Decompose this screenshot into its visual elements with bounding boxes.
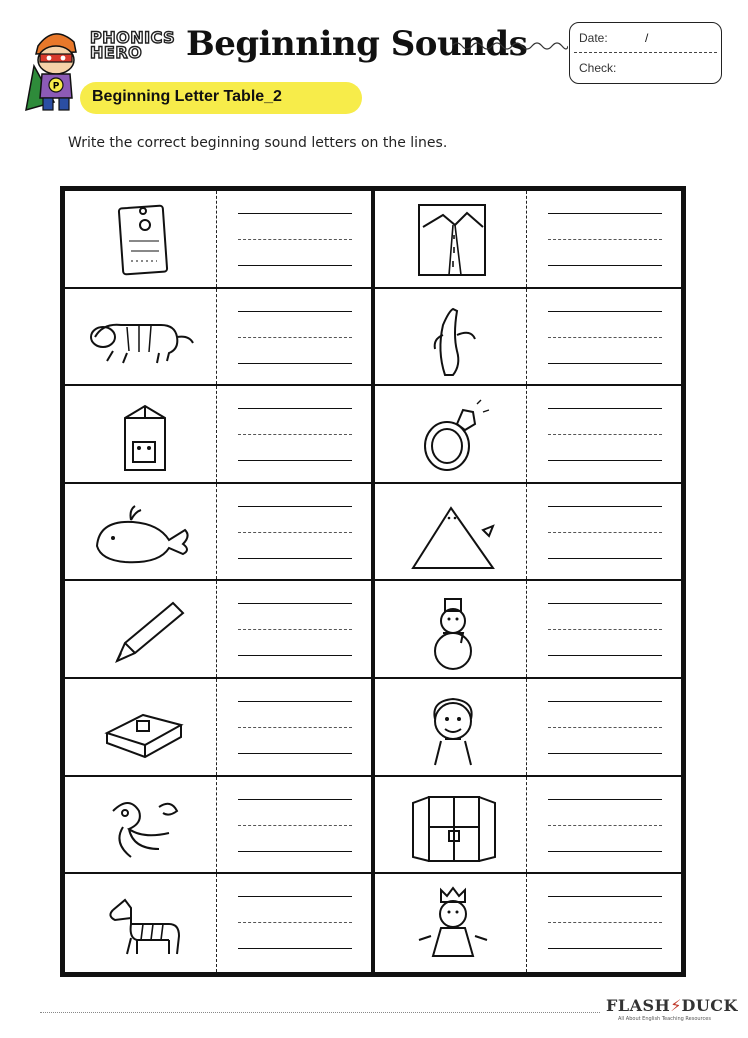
left-row bbox=[65, 386, 373, 484]
logo-word-left: FLASH bbox=[606, 996, 671, 1015]
cell-dashed-divider bbox=[216, 679, 217, 775]
solid-writing-line bbox=[548, 460, 662, 461]
cell-dashed-divider bbox=[216, 484, 217, 580]
dashed-guide-line bbox=[238, 239, 352, 240]
solid-writing-line bbox=[238, 603, 352, 604]
right-row bbox=[375, 581, 683, 679]
right-row bbox=[375, 289, 683, 387]
solid-writing-line bbox=[548, 753, 662, 754]
solid-writing-line bbox=[238, 408, 352, 409]
writing-lines[interactable] bbox=[548, 311, 662, 367]
writing-lines[interactable] bbox=[238, 701, 352, 757]
solid-writing-line bbox=[548, 408, 662, 409]
left-row bbox=[65, 679, 373, 777]
snowman-icon bbox=[383, 587, 523, 671]
hero-badge-letter: P bbox=[52, 81, 60, 92]
banana-icon bbox=[383, 295, 523, 379]
logo-tagline bbox=[618, 1016, 711, 1022]
cell-dashed-divider bbox=[216, 874, 217, 972]
window-icon bbox=[383, 783, 523, 867]
solid-writing-line bbox=[238, 265, 352, 266]
writing-lines[interactable] bbox=[238, 603, 352, 659]
left-column bbox=[65, 191, 373, 972]
solid-writing-line bbox=[548, 948, 662, 949]
right-row bbox=[375, 484, 683, 582]
writing-lines[interactable] bbox=[548, 213, 662, 269]
cell-dashed-divider bbox=[526, 386, 527, 482]
solid-writing-line bbox=[238, 948, 352, 949]
left-row bbox=[65, 874, 373, 972]
dashed-guide-line bbox=[238, 922, 352, 923]
phonics-hero-mascot-icon bbox=[24, 22, 86, 114]
cell-dashed-divider bbox=[216, 191, 217, 287]
logo-tagline-left: All About English bbox=[618, 1016, 661, 1022]
right-row bbox=[375, 679, 683, 777]
solid-writing-line bbox=[548, 603, 662, 604]
cell-dashed-divider bbox=[216, 581, 217, 677]
cell-dashed-divider bbox=[526, 777, 527, 873]
solid-writing-line bbox=[548, 558, 662, 559]
solid-writing-line bbox=[238, 753, 352, 754]
solid-writing-line bbox=[548, 799, 662, 800]
logo-word-right: DUCK bbox=[681, 996, 738, 1015]
right-column bbox=[375, 191, 683, 972]
solid-writing-line bbox=[548, 363, 662, 364]
writing-lines[interactable] bbox=[548, 506, 662, 562]
left-row bbox=[65, 484, 373, 582]
solid-writing-line bbox=[238, 460, 352, 461]
dashed-guide-line bbox=[238, 727, 352, 728]
solid-writing-line bbox=[548, 506, 662, 507]
zebra-icon bbox=[73, 880, 213, 964]
writing-lines[interactable] bbox=[238, 311, 352, 367]
ring-icon bbox=[383, 392, 523, 476]
writing-lines[interactable] bbox=[548, 408, 662, 464]
solid-writing-line bbox=[238, 363, 352, 364]
worksheet-subtitle: Beginning Letter Table_2 bbox=[92, 88, 282, 105]
writing-lines[interactable] bbox=[238, 896, 352, 952]
money-box-icon bbox=[73, 685, 213, 769]
solid-writing-line bbox=[548, 311, 662, 312]
beginning-letter-table bbox=[60, 186, 686, 977]
worksheet-title: Beginning Sounds bbox=[186, 24, 528, 64]
dashed-guide-line bbox=[548, 825, 662, 826]
solid-writing-line bbox=[548, 896, 662, 897]
king-icon bbox=[383, 880, 523, 964]
calendar-icon bbox=[73, 197, 213, 281]
solid-writing-line bbox=[238, 851, 352, 852]
cell-dashed-divider bbox=[526, 581, 527, 677]
solid-writing-line bbox=[548, 701, 662, 702]
solid-writing-line bbox=[548, 213, 662, 214]
dashed-guide-line bbox=[548, 337, 662, 338]
dashed-guide-line bbox=[548, 629, 662, 630]
mountain-icon bbox=[383, 490, 523, 574]
road-icon bbox=[383, 197, 523, 281]
right-row bbox=[375, 874, 683, 972]
brand-line-1: PHONICS bbox=[90, 28, 176, 47]
date-separator bbox=[574, 52, 717, 53]
solid-writing-line bbox=[238, 799, 352, 800]
check-label: Check: bbox=[579, 61, 617, 75]
solid-writing-line bbox=[548, 851, 662, 852]
logo-tagline-right: Teaching Resources bbox=[661, 1016, 711, 1022]
right-row bbox=[375, 777, 683, 875]
date-slash: / bbox=[645, 31, 649, 45]
left-row bbox=[65, 777, 373, 875]
dashed-guide-line bbox=[548, 727, 662, 728]
whale-icon bbox=[73, 490, 213, 574]
brand-logo-text bbox=[90, 30, 182, 60]
dashed-guide-line bbox=[548, 434, 662, 435]
dashed-guide-line bbox=[238, 825, 352, 826]
cell-dashed-divider bbox=[216, 386, 217, 482]
right-row bbox=[375, 386, 683, 484]
dashed-guide-line bbox=[238, 337, 352, 338]
solid-writing-line bbox=[238, 311, 352, 312]
date-label: Date: bbox=[579, 31, 608, 45]
solid-writing-line bbox=[238, 655, 352, 656]
left-row bbox=[65, 289, 373, 387]
writing-lines[interactable] bbox=[238, 213, 352, 269]
footer-dotted-line bbox=[40, 1012, 600, 1013]
flashduck-logo bbox=[606, 996, 738, 1024]
dashed-guide-line bbox=[238, 434, 352, 435]
girl-icon bbox=[383, 685, 523, 769]
writing-lines[interactable] bbox=[548, 896, 662, 952]
left-row bbox=[65, 581, 373, 679]
dashed-guide-line bbox=[238, 532, 352, 533]
solid-writing-line bbox=[548, 265, 662, 266]
writing-lines[interactable] bbox=[548, 701, 662, 757]
squid-icon bbox=[73, 783, 213, 867]
writing-lines[interactable] bbox=[548, 799, 662, 855]
writing-lines[interactable] bbox=[238, 408, 352, 464]
dashed-guide-line bbox=[238, 629, 352, 630]
right-row bbox=[375, 191, 683, 289]
dashed-guide-line bbox=[548, 922, 662, 923]
cell-dashed-divider bbox=[216, 777, 217, 873]
writing-lines[interactable] bbox=[238, 506, 352, 562]
lightning-bolt-icon: ⚡ bbox=[670, 996, 682, 1015]
cell-dashed-divider bbox=[526, 679, 527, 775]
cell-dashed-divider bbox=[216, 289, 217, 385]
dashed-guide-line bbox=[548, 239, 662, 240]
pencil-icon bbox=[73, 587, 213, 671]
tiger-icon bbox=[73, 295, 213, 379]
solid-writing-line bbox=[238, 701, 352, 702]
solid-writing-line bbox=[238, 213, 352, 214]
cell-dashed-divider bbox=[526, 484, 527, 580]
solid-writing-line bbox=[548, 655, 662, 656]
dashed-guide-line bbox=[548, 532, 662, 533]
cell-dashed-divider bbox=[526, 874, 527, 972]
milk-carton-icon bbox=[73, 392, 213, 476]
writing-lines[interactable] bbox=[548, 603, 662, 659]
cell-dashed-divider bbox=[526, 191, 527, 287]
brand-line-2: HERO bbox=[90, 43, 143, 62]
date-check-box bbox=[569, 22, 722, 84]
writing-lines[interactable] bbox=[238, 799, 352, 855]
instruction-text: Write the correct beginning sound letters on the lines. bbox=[68, 135, 448, 151]
cell-dashed-divider bbox=[526, 289, 527, 385]
left-row bbox=[65, 191, 373, 289]
solid-writing-line bbox=[238, 558, 352, 559]
solid-writing-line bbox=[238, 506, 352, 507]
solid-writing-line bbox=[238, 896, 352, 897]
wavy-decoration bbox=[452, 38, 568, 54]
